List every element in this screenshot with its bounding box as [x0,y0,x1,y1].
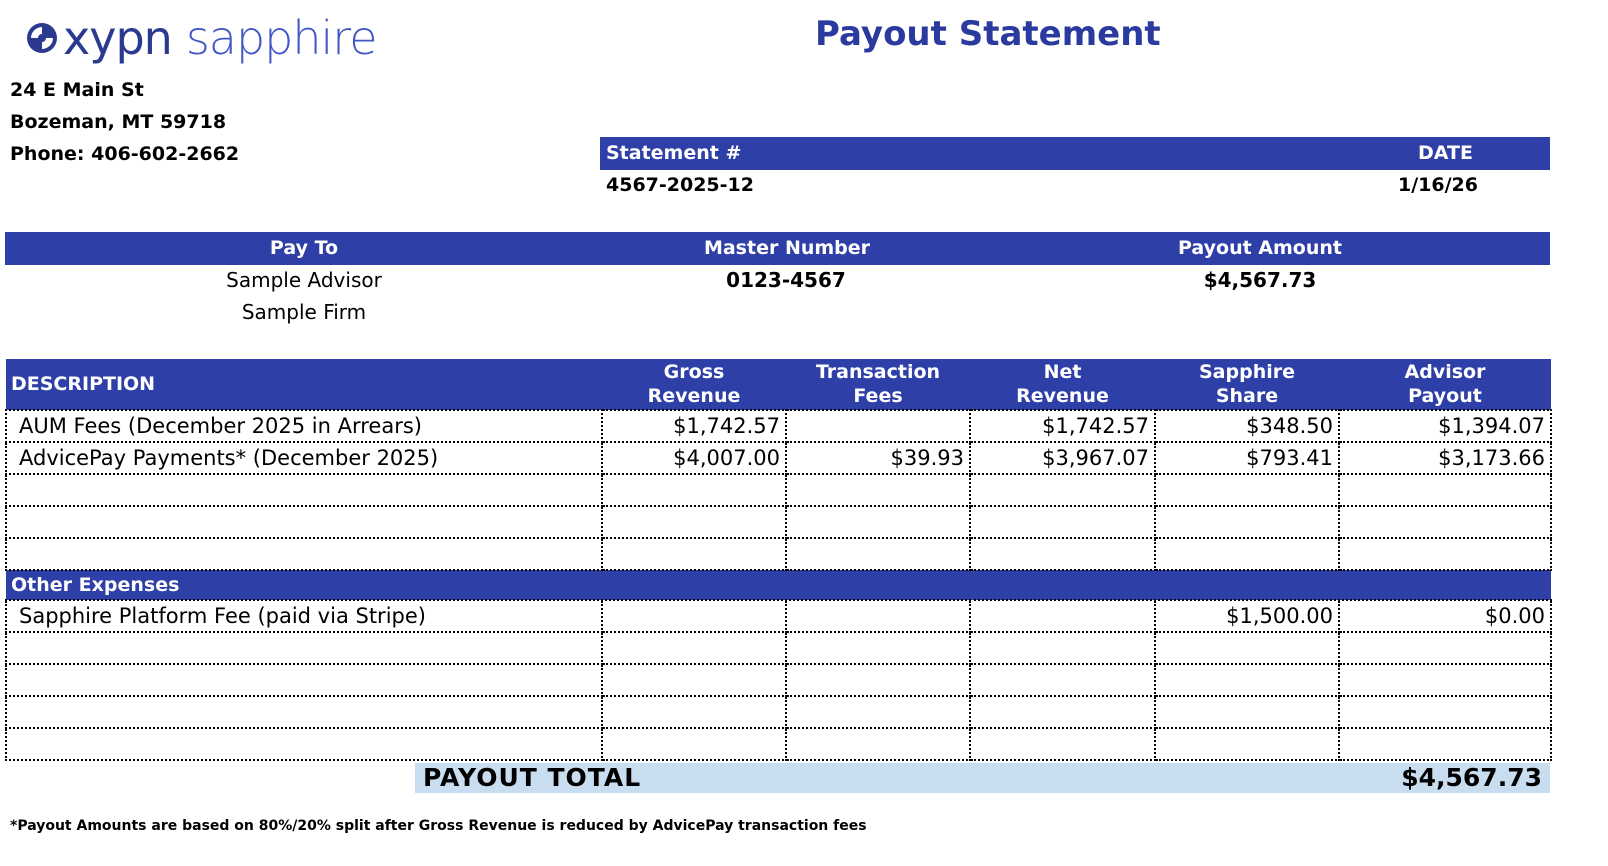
payout-total-bar [415,763,1550,793]
master-number: 0123-4567 [726,268,846,292]
row-gross [602,600,786,632]
payout-amount: $4,567.73 [1203,268,1317,292]
date-label: DATE [1418,142,1473,164]
row-payout: $1,394.07 [1339,410,1551,442]
xypn-logo-icon [25,21,59,55]
col-gross-revenue: Gross Revenue [602,359,786,410]
row-gross: $4,007.00 [602,442,786,474]
empty-row [6,664,1551,696]
table-row [6,442,1551,474]
col-advisor-payout: Advisor Payout [1339,359,1551,410]
payout-total-label: PAYOUT TOTAL [423,763,642,792]
empty-row [6,538,1551,570]
col-net-revenue: Net Revenue [970,359,1155,410]
line-items-table [5,359,1552,761]
logo-text-sapphire: sapphire [185,11,377,65]
row-fees: $39.93 [786,442,970,474]
row-net: $1,742.57 [970,410,1155,442]
col-transaction-fees: Transaction Fees [786,359,970,410]
row-share: $1,500.00 [1155,600,1339,632]
row-fees [786,600,970,632]
firm-name: Sample Firm [241,300,367,324]
pay-to-label: Pay To [269,237,339,259]
row-net: $3,967.07 [970,442,1155,474]
row-net [970,600,1155,632]
table-header-row [6,359,1551,410]
footnote: *Payout Amounts are based on 80%/20% split after Gross Revenue is reduced by AdvicePay transaction fees [10,818,867,834]
payout-total-amount: $4,567.73 [1401,763,1542,792]
col-sapphire-share: Sapphire Share [1155,359,1339,410]
row-description: Sapphire Platform Fee (paid via Stripe) [6,600,602,632]
row-description: AUM Fees (December 2025 in Arrears) [6,410,602,442]
statement-header-bar [600,137,1550,170]
statement-date: 1/16/26 [1398,174,1478,196]
payee-header-bar [5,232,1550,265]
table-row [6,600,1551,632]
address-line1: 24 E Main St [10,79,144,101]
empty-row [6,474,1551,506]
table-row [6,410,1551,442]
row-payout: $0.00 [1339,600,1551,632]
empty-row [6,632,1551,664]
row-share: $793.41 [1155,442,1339,474]
statement-number: 4567-2025-12 [606,174,754,196]
row-share: $348.50 [1155,410,1339,442]
logo-text-xypn: xypn [63,11,172,65]
row-description: AdvicePay Payments* (December 2025) [6,442,602,474]
empty-row [6,696,1551,728]
master-number-label: Master Number [703,237,871,259]
row-gross: $1,742.57 [602,410,786,442]
logo [25,8,377,68]
advisor-name: Sample Advisor [226,268,382,292]
empty-row [6,728,1551,760]
empty-row [6,506,1551,538]
other-expenses-label: Other Expenses [6,570,1551,600]
payout-amount-label: Payout Amount [1177,237,1342,259]
statement-number-label: Statement # [606,142,742,164]
other-expenses-header [6,570,1551,600]
address-line2: Bozeman, MT 59718 [10,111,227,133]
col-description: DESCRIPTION [6,359,602,410]
phone: Phone: 406-602-2662 [10,143,240,165]
row-payout: $3,173.66 [1339,442,1551,474]
row-fees [786,410,970,442]
page-title: Payout Statement [815,14,1161,54]
